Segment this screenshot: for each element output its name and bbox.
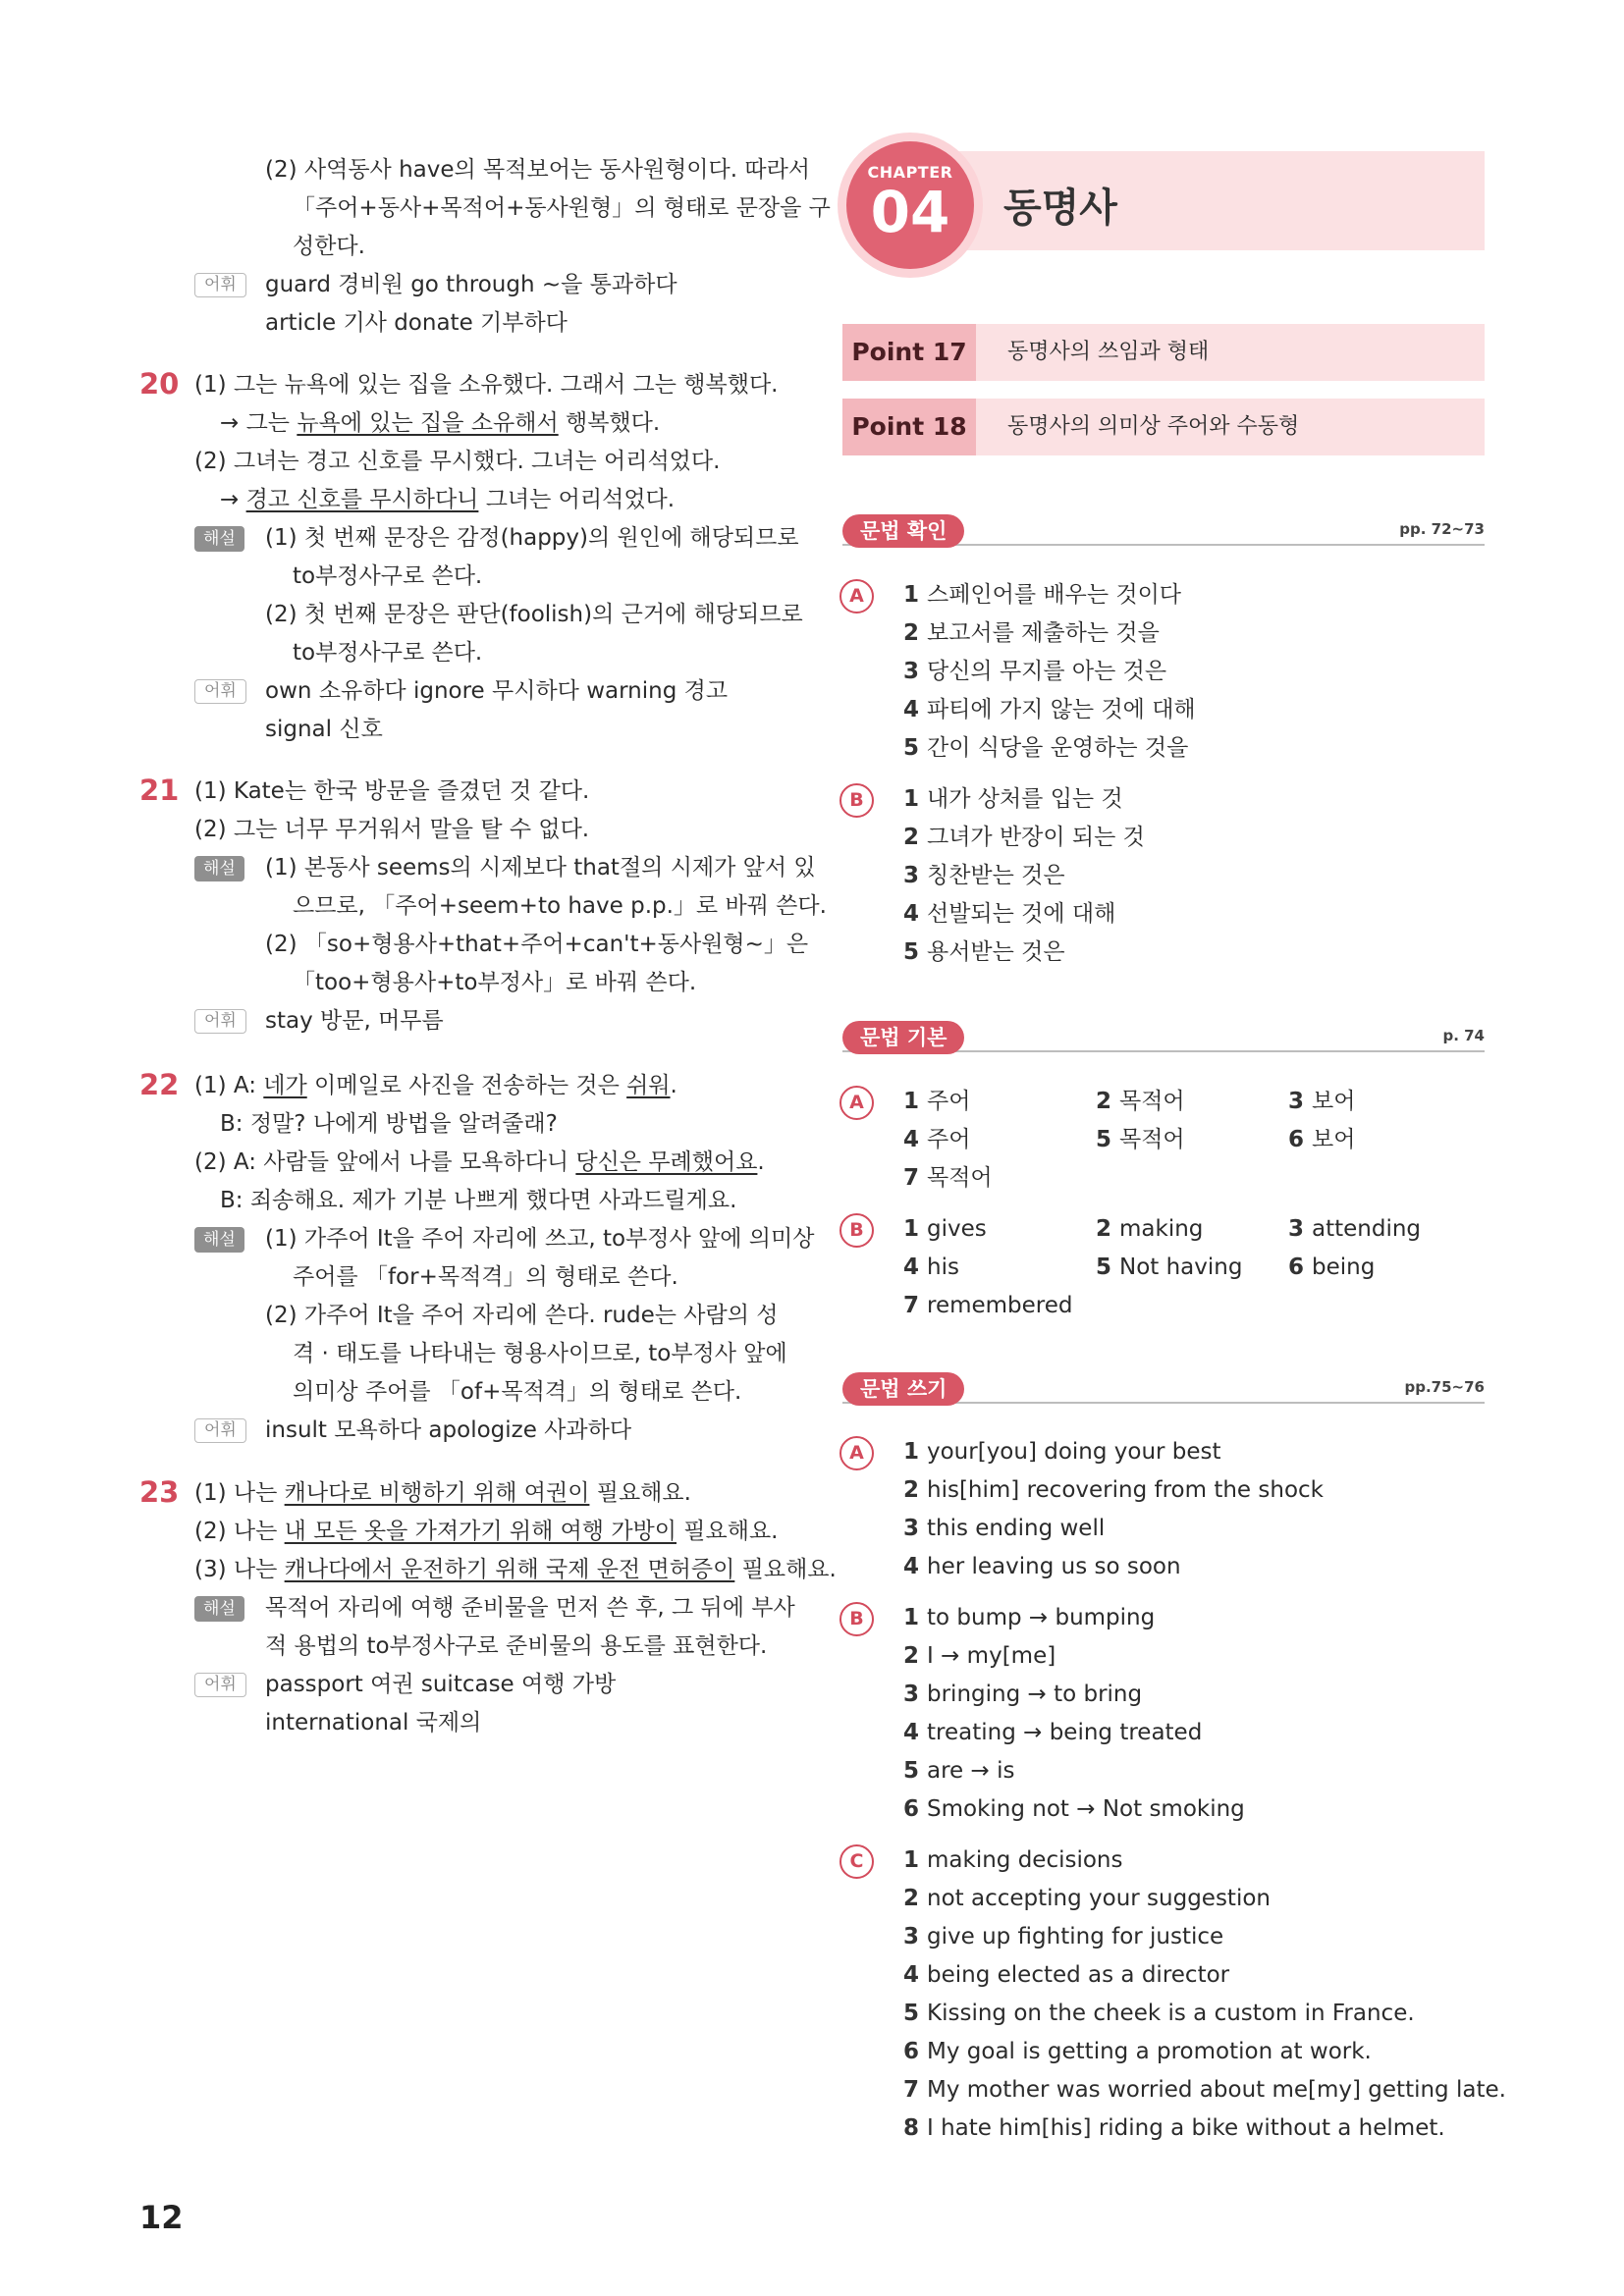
cont-line: 성한다. [293,234,365,259]
list-item: 2 보고서를 제출하는 것을 [903,620,1160,646]
grid-item: 3 보어 [1288,1089,1356,1114]
list-item: 1 to bump → bumping [903,1605,1156,1630]
grid-item: 4 주어 [903,1127,971,1152]
explain-tag: 해설 [194,856,244,881]
circle-a-icon: A [839,1436,874,1470]
list-item: 3 칭찬받는 것은 [903,863,1065,888]
explain-tag: 해설 [194,526,244,552]
chapter-badge [846,141,974,269]
vocab-line: passport 여권 suitcase 여행 가방 [265,1672,617,1697]
section-title: 문법 확인 [842,514,964,548]
grid-item: 1 gives [903,1216,987,1242]
explain-line: 「too+형용사+to부정사」로 바꿔 쓴다. [293,970,697,995]
section-pages: p. 74 [1442,1027,1485,1044]
list-item: 7 My mother was worried about me[my] getting late. [903,2077,1506,2103]
grid-item: 5 목적어 [1096,1127,1185,1152]
list-item: 3 bringing → to bring [903,1682,1143,1707]
vocab-tag: 어휘 [194,1673,246,1697]
section-header-basic [842,1021,1485,1052]
explain-line: (2) 가주어 It을 주어 자리에 쓴다. rude는 사람의 성 [265,1303,779,1328]
answer-line: (1) 나는 캐나다로 비행하기 위해 여권이 필요해요. [194,1480,691,1506]
list-item: 2 not accepting your suggestion [903,1886,1271,1911]
answer-line: B: 죄송해요. 제가 기분 나쁘게 했다면 사과드릴게요. [220,1188,737,1213]
list-item: 6 My goal is getting a promotion at work. [903,2039,1372,2064]
point-row [842,399,1485,455]
list-item: 8 I hate him[his] riding a bike without a helmet. [903,2115,1445,2141]
answer-line: (2) 그는 너무 무거워서 말을 탈 수 없다. [194,817,590,842]
list-item: 1 your[you] doing your best [903,1439,1221,1465]
answer-line: → 경고 신호를 무시하다니 그녀는 어리석었다. [220,487,676,512]
explain-line: (2) 첫 번째 문장은 판단(foolish)의 근거에 해당되므로 [265,602,803,627]
vocab-line: insult 모욕하다 apologize 사과하다 [265,1417,632,1443]
list-item: 3 this ending well [903,1516,1106,1541]
point-text: 동명사의 의미상 주어와 수동형 [1007,414,1300,439]
section-pages: pp.75~76 [1404,1378,1485,1396]
explain-line: to부정사구로 쓴다. [293,563,483,589]
answer-line: (2) A: 사람들 앞에서 나를 모욕하다니 당신은 무례했어요. [194,1149,765,1175]
vocab-line: signal 신호 [265,717,383,742]
point-label: Point 18 [842,399,976,455]
list-item: 1 making decisions [903,1847,1123,1873]
section-pages: pp. 72~73 [1399,520,1485,538]
explain-line: 목적어 자리에 여행 준비물을 먼저 쓴 후, 그 뒤에 부사 [265,1595,795,1621]
answer-line: → 그는 뉴욕에 있는 집을 소유해서 행복했다. [220,410,661,436]
grid-item: 2 목적어 [1096,1089,1185,1114]
vocab-line: own 소유하다 ignore 무시하다 warning 경고 [265,678,729,704]
explain-line: 주어를 「for+목적격」의 형태로 쓴다. [293,1264,678,1290]
section-header-write [842,1372,1485,1404]
vocab-line: guard 경비원 go through ~을 통과하다 [265,272,677,297]
question-number: 23 [139,1475,180,1509]
list-item: 4 her leaving us so soon [903,1554,1181,1579]
grid-item: 3 attending [1288,1216,1422,1242]
vocab-tag: 어휘 [194,273,246,297]
cont-line: 「주어+동사+목적어+동사원형」의 형태로 문장을 구 [293,195,831,221]
explain-line: (1) 가주어 It을 주어 자리에 쓰고, to부정사 앞에 의미상 [265,1226,815,1252]
grid-item: 2 making [1096,1216,1204,1242]
vocab-line: article 기사 donate 기부하다 [265,310,568,336]
grid-item: 1 주어 [903,1089,971,1114]
chapter-title: 동명사 [1003,186,1117,231]
point-label: Point 17 [842,324,976,381]
list-item: 4 being elected as a director [903,1962,1230,1988]
chapter-number: 04 [870,179,950,245]
vocab-tag: 어휘 [194,1009,246,1034]
section-title: 문법 쓰기 [842,1372,964,1406]
circle-b-icon: B [839,1602,874,1636]
chapter-label: CHAPTER [867,163,953,182]
circle-b-icon: B [839,783,874,818]
answer-line: (2) 나는 내 모든 옷을 가져가기 위해 여행 가방이 필요해요. [194,1519,779,1544]
answer-line: (3) 나는 캐나다에서 운전하기 위해 국제 운전 면허증이 필요해요. [194,1557,837,1582]
section-header-check [842,514,1485,546]
grid-item: 6 being [1288,1255,1376,1280]
vocab-tag: 어휘 [194,1418,246,1443]
point-row [842,324,1485,381]
circle-b-icon: B [839,1213,874,1248]
explain-line: (1) 본동사 seems의 시제보다 that절의 시제가 앞서 있 [265,855,816,881]
list-item: 4 treating → being treated [903,1720,1203,1745]
page-number: 12 [139,2199,184,2236]
circle-c-icon: C [839,1844,874,1879]
answer-line: (1) 그는 뉴욕에 있는 집을 소유했다. 그래서 그는 행복했다. [194,372,779,398]
explain-line: 적 용법의 to부정사구로 준비물의 용도를 표현한다. [265,1633,768,1659]
question-number: 21 [139,774,180,807]
answer-line: (1) A: 네가 이메일로 사진을 전송하는 것은 쉬워. [194,1073,677,1098]
list-item: 2 I → my[me] [903,1643,1056,1669]
explain-line: (2) 「so+형용사+that+주어+can't+동사원형~」은 [265,932,809,957]
list-item: 5 Kissing on the cheek is a custom in France. [903,2001,1415,2026]
section-title: 문법 기본 [842,1021,964,1054]
explain-line: to부정사구로 쓴다. [293,640,483,666]
circle-a-icon: A [839,1086,874,1120]
question-number: 20 [139,367,180,400]
explain-line: (1) 첫 번째 문장은 감정(happy)의 원인에 해당되므로 [265,525,799,551]
list-item: 3 당신의 무지를 아는 것은 [903,659,1167,684]
point-text: 동명사의 쓰임과 형태 [1007,340,1210,364]
grid-item: 6 보어 [1288,1127,1356,1152]
question-number: 22 [139,1068,180,1101]
explain-tag: 해설 [194,1227,244,1253]
list-item: 3 give up fighting for justice [903,1924,1224,1949]
vocab-line: international 국제의 [265,1710,482,1735]
circle-a-icon: A [839,579,874,614]
grid-item: 5 Not having [1096,1255,1243,1280]
explain-line: 의미상 주어를 「of+목적격」의 형태로 쓴다. [293,1379,742,1405]
explain-tag: 해설 [194,1596,244,1622]
list-item: 4 선발되는 것에 대해 [903,901,1116,927]
vocab-tag: 어휘 [194,679,246,704]
answer-line: (1) Kate는 한국 방문을 즐겼던 것 같다. [194,778,590,804]
list-item: 1 내가 상처를 입는 것 [903,786,1123,812]
list-item: 2 그녀가 반장이 되는 것 [903,825,1145,850]
answer-line: (2) 그녀는 경고 신호를 무시했다. 그녀는 어리석었다. [194,449,721,474]
list-item: 4 파티에 가지 않는 것에 대해 [903,697,1196,722]
list-item: 5 간이 식당을 운영하는 것을 [903,735,1189,761]
grid-item: 7 목적어 [903,1165,993,1191]
list-item: 1 스페인어를 배우는 것이다 [903,582,1182,608]
vocab-line: stay 방문, 머무름 [265,1008,444,1034]
list-item: 5 are → is [903,1758,1015,1784]
grid-item: 7 remembered [903,1293,1073,1318]
answer-line: B: 정말? 나에게 방법을 알려줄래? [220,1111,558,1137]
list-item: 6 Smoking not → Not smoking [903,1796,1245,1822]
explain-line: 격 · 태도를 나타내는 형용사이므로, to부정사 앞에 [293,1341,787,1366]
list-item: 2 his[him] recovering from the shock [903,1477,1324,1503]
cont-line: (2) 사역동사 have의 목적보어는 동사원형이다. 따라서 [265,157,811,183]
explain-line: 으므로, 「주어+seem+to have p.p.」로 바꿔 쓴다. [293,893,827,919]
grid-item: 4 his [903,1255,959,1280]
list-item: 5 용서받는 것은 [903,939,1065,965]
